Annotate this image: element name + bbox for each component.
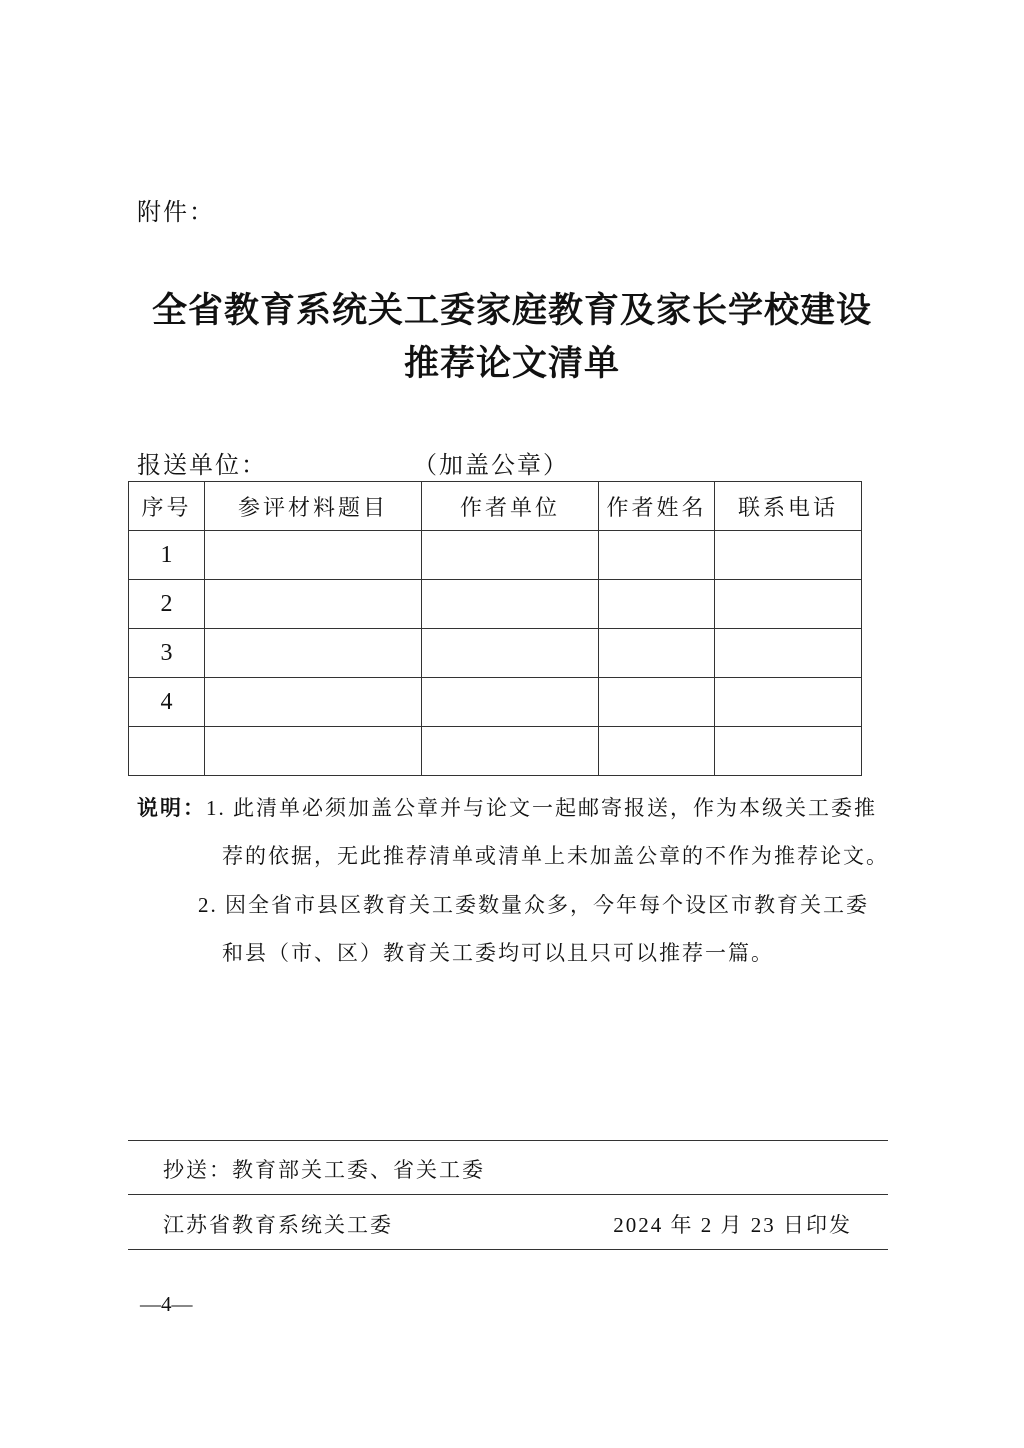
divider [128,1249,888,1250]
table-cell [599,727,715,776]
document-title-line1: 全省教育系统关工委家庭教育及家长学校建设 [151,291,872,331]
issuer: 江苏省教育系统关工委 [163,1213,393,1237]
table-cell [205,727,422,776]
table-cell [205,531,422,580]
recommendation-table [128,481,862,776]
table-cell [715,580,862,629]
header-author-name: 作者姓名 [599,482,715,531]
cc-line: 抄送：教育部关工委、省关工委 [163,1158,485,1182]
header-index: 序号 [129,482,205,531]
issue-date: 2024 年 2 月 23 日印发 [613,1213,852,1237]
row-index: 1 [129,531,205,580]
table-header-row [129,482,862,531]
seal-note: （加盖公章） [413,453,569,479]
submit-unit-label: 报送单位： [137,453,267,479]
table-row [129,727,862,776]
table-cell [422,531,599,580]
table-row [129,531,862,580]
row-index: 4 [129,678,205,727]
attachment-label: 附件： [137,200,215,226]
table-cell [422,629,599,678]
notes-label: 说明： [137,796,206,820]
header-title: 参评材料题目 [205,482,422,531]
table-cell [422,727,599,776]
divider [128,1140,888,1141]
note-item1-line1 [137,792,877,822]
table-row [129,580,862,629]
table-cell [715,678,862,727]
row-index: 2 [129,580,205,629]
table-cell [715,531,862,580]
table-cell [422,678,599,727]
table-row [129,678,862,727]
row-index: 3 [129,629,205,678]
note-item2-line2: 和县（市、区）教育关工委均可以且只可以推荐一篇。 [222,941,774,965]
table-row [129,629,862,678]
table-cell [599,629,715,678]
note-item1-text: 1. 此清单必须加盖公章并与论文一起邮寄报送，作为本级关工委推 [206,796,877,820]
table-cell [599,580,715,629]
header-phone: 联系电话 [715,482,862,531]
row-index [129,727,205,776]
note-item2-line1: 2. 因全省市县区教育关工委数量众多，今年每个设区市教育关工委 [198,893,869,917]
header-author-unit: 作者单位 [422,482,599,531]
divider [128,1194,888,1195]
page-number: —4— [140,1292,193,1316]
table-cell [205,629,422,678]
note-item1-line2: 荐的依据，无此推荐清单或清单上未加盖公章的不作为推荐论文。 [222,844,889,868]
table-cell [715,727,862,776]
table-cell [422,580,599,629]
table-cell [599,531,715,580]
table-cell [715,629,862,678]
document-title-line2: 推荐论文清单 [403,344,620,384]
table-cell [205,678,422,727]
table-cell [205,580,422,629]
table-cell [599,678,715,727]
